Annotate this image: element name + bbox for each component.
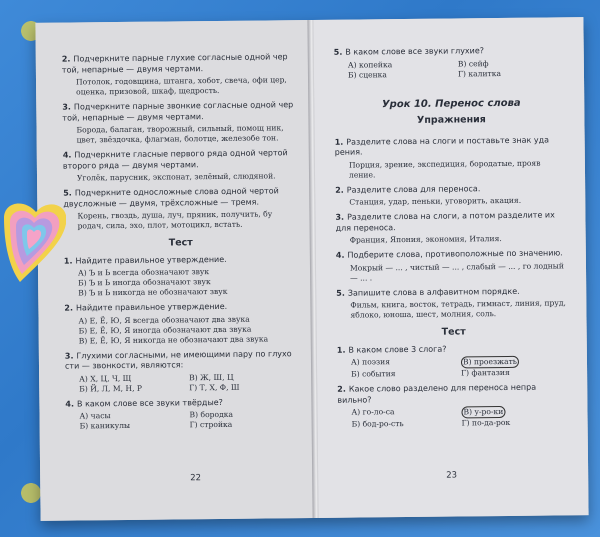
answer-options: А) Е, Ё, Ю, Я всегда обозначают два звука Б) Е, Ё, Ю, Я иногда обозначают два звука В) Е, Ё, Ю, Я никогда не обозначают два звука xyxy=(78,314,269,345)
page-number: 22 xyxy=(190,473,202,484)
task-words: Порция, зрение, экспедиция, бородатые, прояв ление. xyxy=(348,158,541,180)
task xyxy=(62,100,296,145)
task xyxy=(62,52,296,97)
task xyxy=(63,148,297,183)
test-question: 3. Глухими согласными, не имеющими пару по глухо сти — звонкости, являются: А) Х, Ц, Ч, Щ В) Ж, Ш, Ц Б) Й, Л, М, Н, Р Г) Т, Х, Ф, Ш xyxy=(65,349,299,394)
task-question: 4. Подчеркните гласные первого ряда одной чертой второго ряда — двумя чертами. xyxy=(62,148,288,171)
test-title: Тест xyxy=(441,326,466,338)
page-number: 23 xyxy=(446,470,458,481)
right-page xyxy=(313,17,588,518)
task-words: Мокрый — ... , чистый — ... , слабый — ... , го лодный — ... . xyxy=(349,260,564,283)
test-title: Тест xyxy=(168,237,193,249)
task-words: Уголёк, парусник, экспонат, зелёный, слюдяной. xyxy=(76,171,276,183)
answer-options: А) часы В) бородка Б) каникулы Г) стройка xyxy=(79,409,234,431)
task: 2. Разделите слова для переноса. Станция, удар, пеньки, уговорить, акация. xyxy=(335,183,569,208)
task: 4. Подберите слова, противоположные по значению. Мокрый — ... , чистый — ... , слабый — ... , го лодный — ... . xyxy=(336,248,570,283)
task-question: 3. Подчеркните парные звонкие согласные одной чер той, непарные — двумя чертами. xyxy=(62,100,294,123)
answer-options: А) Ъ и Ь всегда обозначают звук Б) Ъ и Ь иногда обозначают звук В) Ъ и Ь никогда не обозначают звук xyxy=(77,267,228,298)
answer-options: А) копейка В) сейф Б) сценка Г) калитка xyxy=(347,58,502,80)
test-question: 1. Найдите правильное утверждение. А) Ъ и Ь всегда обозначают звук Б) Ъ и Ь иногда обозначают звук В) Ъ и Ь никогда не обозначают звук xyxy=(64,254,298,299)
rainbow-heart-sticker xyxy=(0,196,66,286)
answer-options: А) Х, Ц, Ч, Щ В) Ж, Ш, Ц Б) Й, Л, М, Н, Р Г) Т, Х, Ф, Ш xyxy=(79,372,240,393)
test-question: 4. В каком слове все звуки твёрдые? А) часы В) бородка Б) каникулы Г) стройка xyxy=(65,397,299,432)
task: 5. Запишите слова в алфавитном порядке. Фильм, книга, восток, тетрадь, гимнаст, линия, пруд, яблоко, юноша, шест, молния, соль. xyxy=(336,286,570,321)
task-words: Борода, балаган, творожный, сильный, помощ ник, цвет, звёздочка, флагман, болотце, железобе тон. xyxy=(76,123,284,145)
open-workbook xyxy=(35,17,588,521)
exercises-title: Упражнения xyxy=(416,114,486,126)
test-question: 1. В каком слове 3 слога? А) поэзия В) проезжать Б) события Г) фантазия xyxy=(337,343,571,380)
task xyxy=(63,186,297,231)
circled-answer: В) проезжать xyxy=(461,356,519,369)
circled-answer: В) у-ро-ки xyxy=(461,406,505,418)
test-question: 2. Найдите правильное утверждение. А) Е, Ё, Ю, Я всегда обозначают два звука Б) Е, Ё, Ю, Я иногда обозначают два звука В) Е, Ё, Ю, Я никогда не обозначают два звука xyxy=(64,301,298,346)
task-question: 5. Подчеркните односложные слова одной чертой двусложные — двумя, трёхсложные — тремя. xyxy=(63,186,279,209)
task: 1. Разделите слова на слоги и поставьте знак уда рения. Порция, зрение, экспедиция, бородатые, прояв ление. xyxy=(335,135,569,180)
task-words: Фильм, книга, восток, тетрадь, гимнаст, линия, пруд, яблоко, юноша, шест, молния, соль. xyxy=(350,298,566,320)
task-words: Станция, удар, пеньки, уговорить, акация. xyxy=(349,195,522,207)
task-words: Потолок, годовщина, штанга, хобот, свеча, офи цер, оценка, призовой, шкаф, щедрость. xyxy=(75,75,287,97)
task-words: Франция, Япония, экономия, Италия. xyxy=(349,234,502,245)
answer-options: А) го-ло-са В) у-ро-ки Б) бод-ро-сть Г) по-да-рок xyxy=(351,407,511,429)
test-question: 2. Какое слово разделено для переноса непра вильно? А) го-ло-са В) у-ро-ки Б) бод-ро-сть Г) по-да-рок xyxy=(337,382,571,429)
answer-options: А) поэзия В) проезжать Б) события Г) фантазия xyxy=(351,355,571,379)
left-page xyxy=(35,20,314,521)
task-words: Корень, гвоздь, душа, луч, пряник, получить, бу родач, сила, эхо, плот, мотоцикл, встать. xyxy=(77,209,273,231)
lesson-title: Урок 10. Перенос слова xyxy=(381,97,521,110)
test-question: 5. В каком слове все звуки глухие? А) копейка В) сейф Б) сценка Г) калитка xyxy=(334,45,568,80)
task-question: 2. Подчеркните парные глухие согласные одной чер той, непарные — двумя чертами. xyxy=(61,52,288,75)
task: 3. Разделите слова на слоги, а потом разделите их для переноса. Франция, Япония, экономия, Италия. xyxy=(335,210,569,245)
